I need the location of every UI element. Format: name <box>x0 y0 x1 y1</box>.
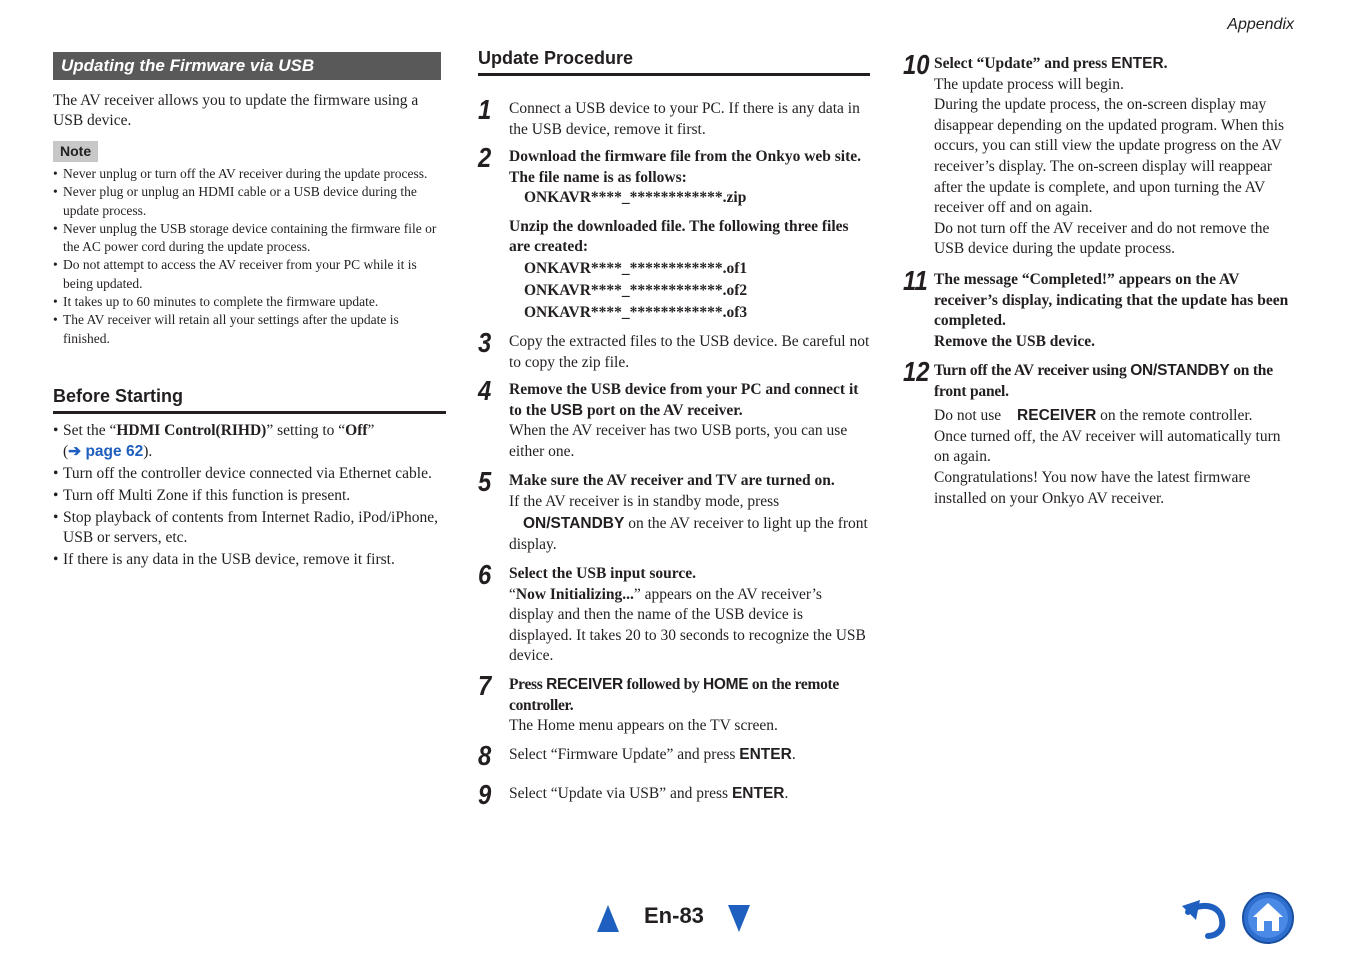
step-number: 12 <box>903 356 930 387</box>
intro-text: The AV receiver allows you to update the firmware using a USB device. <box>53 92 419 129</box>
list-item: • Never plug or unplug an HDMI cable or a USB device during the update process. <box>53 183 446 220</box>
step-number: 1 <box>478 94 492 125</box>
step-number: 5 <box>478 466 492 497</box>
text-run: . <box>1163 55 1168 72</box>
step-11 <box>903 265 1295 352</box>
list-item: • Never unplug or turn off the AV receiver during the update process. <box>53 165 446 183</box>
list-item: • If there is any data in the USB device, remove it first. <box>53 550 446 571</box>
step-detail: The Home menu appears on the TV screen. <box>509 717 778 735</box>
section-heading: Before Starting <box>53 386 446 414</box>
page-title: Updating the Firmware via USB <box>53 52 441 80</box>
step-detail: Do not turn off the AV receiver and do not remove the USB device during the update process. <box>934 219 1270 258</box>
step-number: 2 <box>478 142 492 173</box>
step-text: Remove the USB device. <box>934 332 1095 350</box>
step-text <box>509 745 870 766</box>
list-item: • Do not attempt to access the AV receiver from your PC while it is being updated. <box>53 256 446 293</box>
step-1 <box>478 94 870 140</box>
file-name: ONKAVR****_************.of1 <box>524 259 748 277</box>
step-number: 6 <box>478 559 492 590</box>
text-run: Now Initializing... <box>515 585 634 603</box>
section-label: Appendix <box>1227 16 1294 33</box>
step-text: Select the USB input source. <box>509 565 697 582</box>
list-item: • The AV receiver will retain all your settings after the update is finished. <box>53 311 446 348</box>
step-4 <box>478 375 870 462</box>
step-7 <box>478 670 870 737</box>
step-text <box>934 361 1295 402</box>
step-text: The message “Completed!” appears on the AV receiver’s display, indicating that the update has been completed. <box>934 271 1289 330</box>
list-item <box>53 421 446 462</box>
text-run: ” setting to “ <box>266 422 346 439</box>
file-name: ONKAVR****_************.zip <box>524 189 747 207</box>
key-label: RECEIVER <box>1017 407 1097 425</box>
step-number: 10 <box>903 49 930 80</box>
text-run: Turn off the AV receiver using <box>934 362 1131 379</box>
text-run: port on the AV receiver. <box>583 401 743 419</box>
step-text: Download the firmware file from the Onkyo web site. The file name is as follows: <box>509 148 862 186</box>
text-run: Set the “ <box>63 422 117 439</box>
step-text: Unzip the downloaded file. The following three files are created: <box>509 217 849 256</box>
list-item: • Turn off the controller device connected via Ethernet cable. <box>53 464 446 485</box>
step-detail: Congratulations! You now have the latest firmware installed on your Onkyo AV receiver. <box>934 468 1251 507</box>
text-run: “ <box>509 585 516 603</box>
step-number: 8 <box>478 740 492 771</box>
text-run: Select “Update” and press <box>934 55 1112 72</box>
step-detail: If the AV receiver is in standby mode, press <box>509 492 780 510</box>
text-run: . <box>791 746 796 763</box>
step-number: 3 <box>478 327 492 358</box>
step-text <box>509 784 870 805</box>
step-text: Copy the extracted files to the USB device. Be careful not to copy the zip file. <box>509 333 870 371</box>
key-label: ON/STANDBY <box>523 515 625 533</box>
step-8 <box>478 740 870 771</box>
text-run: ). <box>143 442 153 460</box>
step-text: Connect a USB device to your PC. If there is any data in the USB device, remove it first. <box>509 100 860 138</box>
text-run: . <box>784 785 789 802</box>
step-number: 9 <box>478 779 492 810</box>
step-detail <box>495 514 870 555</box>
text-run: Press <box>509 676 547 693</box>
text-run: on the AV receiver to light up the front display. <box>509 515 868 553</box>
key-label: ENTER <box>739 746 792 763</box>
step-3 <box>478 327 870 373</box>
text-run: Select “Firmware Update” and press <box>509 746 740 763</box>
note-list <box>53 165 446 348</box>
text-run: ” <box>367 422 375 439</box>
step-9 <box>478 779 870 810</box>
list-item: • Turn off Multi Zone if this function is present. <box>53 486 446 507</box>
key-label: ENTER <box>731 785 785 802</box>
step-detail: During the update process, the on-screen display may disappear depending on the updated program. When this occurs, you can still view the update progress on the AV receiver’s display. The on-screen display will reappear after the update is complete, and upon turning the AV receiver off and on again. <box>934 96 1285 217</box>
key-label: HOME <box>703 676 749 693</box>
home-icon[interactable] <box>1241 891 1295 945</box>
page-number: En-83 <box>644 903 704 928</box>
step-2 <box>478 142 870 324</box>
list-item: • Never unplug the USB storage device containing the firmware file or the AC power cord during the update process. <box>53 220 446 257</box>
step-12 <box>903 356 1295 509</box>
text-run: Select “Update via USB” and press <box>509 785 732 802</box>
key-label: RECEIVER <box>546 676 623 693</box>
step-detail: Once turned off, the AV receiver will automatically turn on again. <box>934 427 1281 466</box>
section-heading: Update Procedure <box>478 48 870 76</box>
text-run: Remove the USB device from your PC and connect it to the <box>509 381 859 419</box>
text-run: followed by <box>622 676 704 693</box>
step-detail <box>934 406 1295 427</box>
step-number: 7 <box>478 670 492 701</box>
text-run: Do not use <box>934 407 1006 425</box>
step-text <box>509 380 870 421</box>
step-10 <box>903 49 1295 260</box>
list-item: • It takes up to 60 minutes to complete the firmware update. <box>53 293 446 311</box>
triangle-down-icon[interactable] <box>728 905 750 932</box>
step-number: 11 <box>903 265 928 296</box>
text-run: (RIHD) <box>215 422 267 439</box>
step-detail: When the AV receiver has two USB ports, you can use either one. <box>509 422 848 460</box>
step-text <box>509 675 870 716</box>
key-label: ENTER <box>1111 55 1164 72</box>
before-list <box>53 421 446 572</box>
text-run: on the remote controller. <box>509 676 839 714</box>
step-text <box>934 54 1295 75</box>
file-name: ONKAVR****_************.of2 <box>524 281 748 299</box>
back-arrow-icon[interactable] <box>1180 896 1230 940</box>
step-6 <box>478 559 870 667</box>
step-text: Make sure the AV receiver and TV are turned on. <box>509 472 835 489</box>
list-item: • Stop playback of contents from Internet Radio, iPod/iPhone, USB or servers, etc. <box>53 508 446 549</box>
text-run: ” appears on the AV receiver’s display and then the name of the USB device is displayed. It takes 20 to 30 seconds to recognize the USB device. <box>509 585 866 665</box>
note-label: Note <box>53 141 98 162</box>
file-name: ONKAVR****_************.of3 <box>524 303 748 321</box>
text-run: Off <box>345 422 368 439</box>
text-run: ( <box>63 442 69 460</box>
text-run: on the remote controller. <box>1096 407 1253 425</box>
key-label: USB <box>550 401 584 419</box>
step-5 <box>478 466 870 555</box>
step-detail: The update process will begin. <box>934 75 1124 93</box>
page-link[interactable]: ➔ page 62 <box>68 442 144 460</box>
text-run: on the front panel. <box>934 362 1273 400</box>
key-label: ON/STANDBY <box>1130 362 1230 379</box>
text-run: HDMI Control <box>116 422 216 439</box>
step-number: 4 <box>478 375 492 406</box>
step-detail <box>509 585 870 667</box>
triangle-up-icon[interactable] <box>597 905 619 932</box>
